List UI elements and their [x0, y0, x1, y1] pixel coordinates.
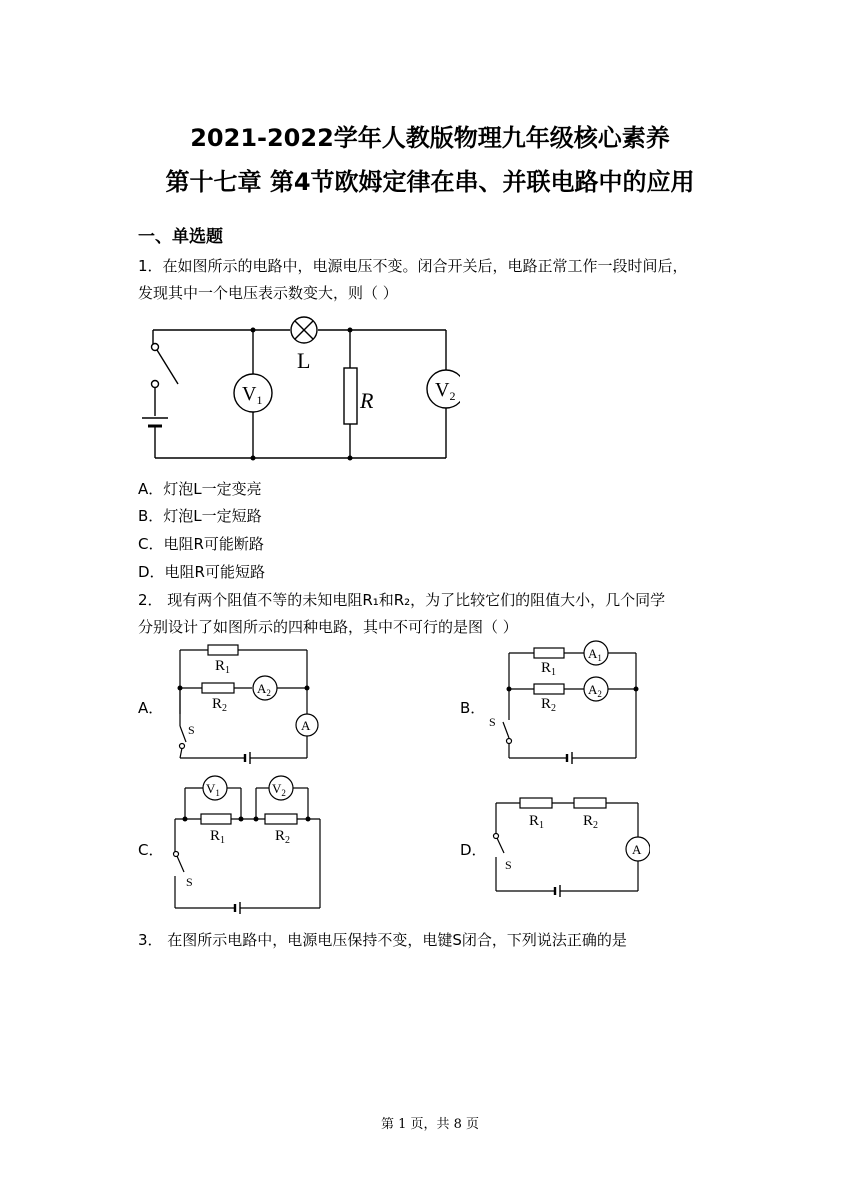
figure-a-r1-label: $R_1$	[215, 658, 231, 676]
resistor-label: R	[360, 388, 374, 413]
figure-a-label: A．	[138, 699, 164, 717]
figure-b-circuit	[487, 640, 647, 766]
lamp-label: L	[297, 348, 311, 373]
question-1-line2: 发现其中一个电压表示数变大，则（ ）	[138, 284, 398, 302]
figure-d-r1-label: $R_1$	[529, 813, 545, 831]
figure-c-r2-label: $R_2$	[275, 828, 291, 846]
figure-b-r2-label: $R_2$	[541, 696, 557, 714]
figure-c-switch-label: S	[186, 875, 193, 889]
question-2-line1: 2． 现有两个阻值不等的未知电阻R₁和R₂，为了比较它们的阻值大小，几个同学	[138, 591, 666, 609]
section-heading: 一、单选题	[138, 227, 223, 247]
document-title-line2: 第十七章 第4节欧姆定律在串、并联电路中的应用	[165, 168, 695, 196]
question-1-circuit-figure	[140, 312, 460, 468]
question-1-option-c: C．电阻R可能断路	[138, 535, 264, 553]
figure-d-r2-label: $R_2$	[583, 813, 599, 831]
document-title-line1: 2021-2022学年人教版物理九年级核心素养	[190, 124, 670, 152]
voltmeter-2-label: $V_2$	[435, 379, 456, 403]
question-1-option-b: B．灯泡L一定短路	[138, 507, 262, 525]
figure-a-ammeter-2-label: $A_2$	[257, 681, 271, 698]
figure-c-circuit	[168, 772, 328, 914]
figure-c-r1-label: $R_1$	[210, 828, 226, 846]
figure-b-ammeter-1-label: $A_1$	[588, 646, 602, 663]
figure-a-r2-label: $R_2$	[212, 696, 228, 714]
figure-d-switch-label: S	[505, 858, 512, 872]
figure-c-label: C．	[138, 841, 164, 859]
figure-a-circuit	[170, 642, 330, 764]
figure-d-ammeter-label: A	[632, 842, 642, 857]
figure-d-circuit	[488, 795, 650, 900]
question-2-line2: 分别设计了如图所示的四种电路，其中不可行的是图（ ）	[138, 618, 518, 636]
figure-a-ammeter-label: A	[301, 718, 311, 733]
figure-a-switch-label: S	[188, 723, 195, 737]
question-1-option-a: A．灯泡L一定变亮	[138, 480, 262, 498]
figure-b-label: B．	[460, 699, 486, 717]
question-3-line1: 3． 在图所示电路中，电源电压保持不变，电键S闭合，下列说法正确的是	[138, 931, 627, 949]
figure-b-r1-label: $R_1$	[541, 660, 557, 678]
figure-b-ammeter-2-label: $A_2$	[588, 682, 602, 699]
page-footer: 第 1 页，共 8 页	[380, 1117, 480, 1132]
figure-c-voltmeter-1-label: $V_1$	[206, 781, 220, 798]
question-1-line1: 1．在如图所示的电路中，电源电压不变。闭合开关后，电路正常工作一段时间后，	[138, 257, 688, 275]
question-1-option-d: D．电阻R可能短路	[138, 563, 265, 581]
figure-d-label: D．	[460, 841, 487, 859]
figure-b-switch-label: S	[489, 715, 496, 729]
figure-c-voltmeter-2-label: $V_2$	[272, 781, 286, 798]
voltmeter-1-label: $V_1$	[242, 383, 263, 407]
